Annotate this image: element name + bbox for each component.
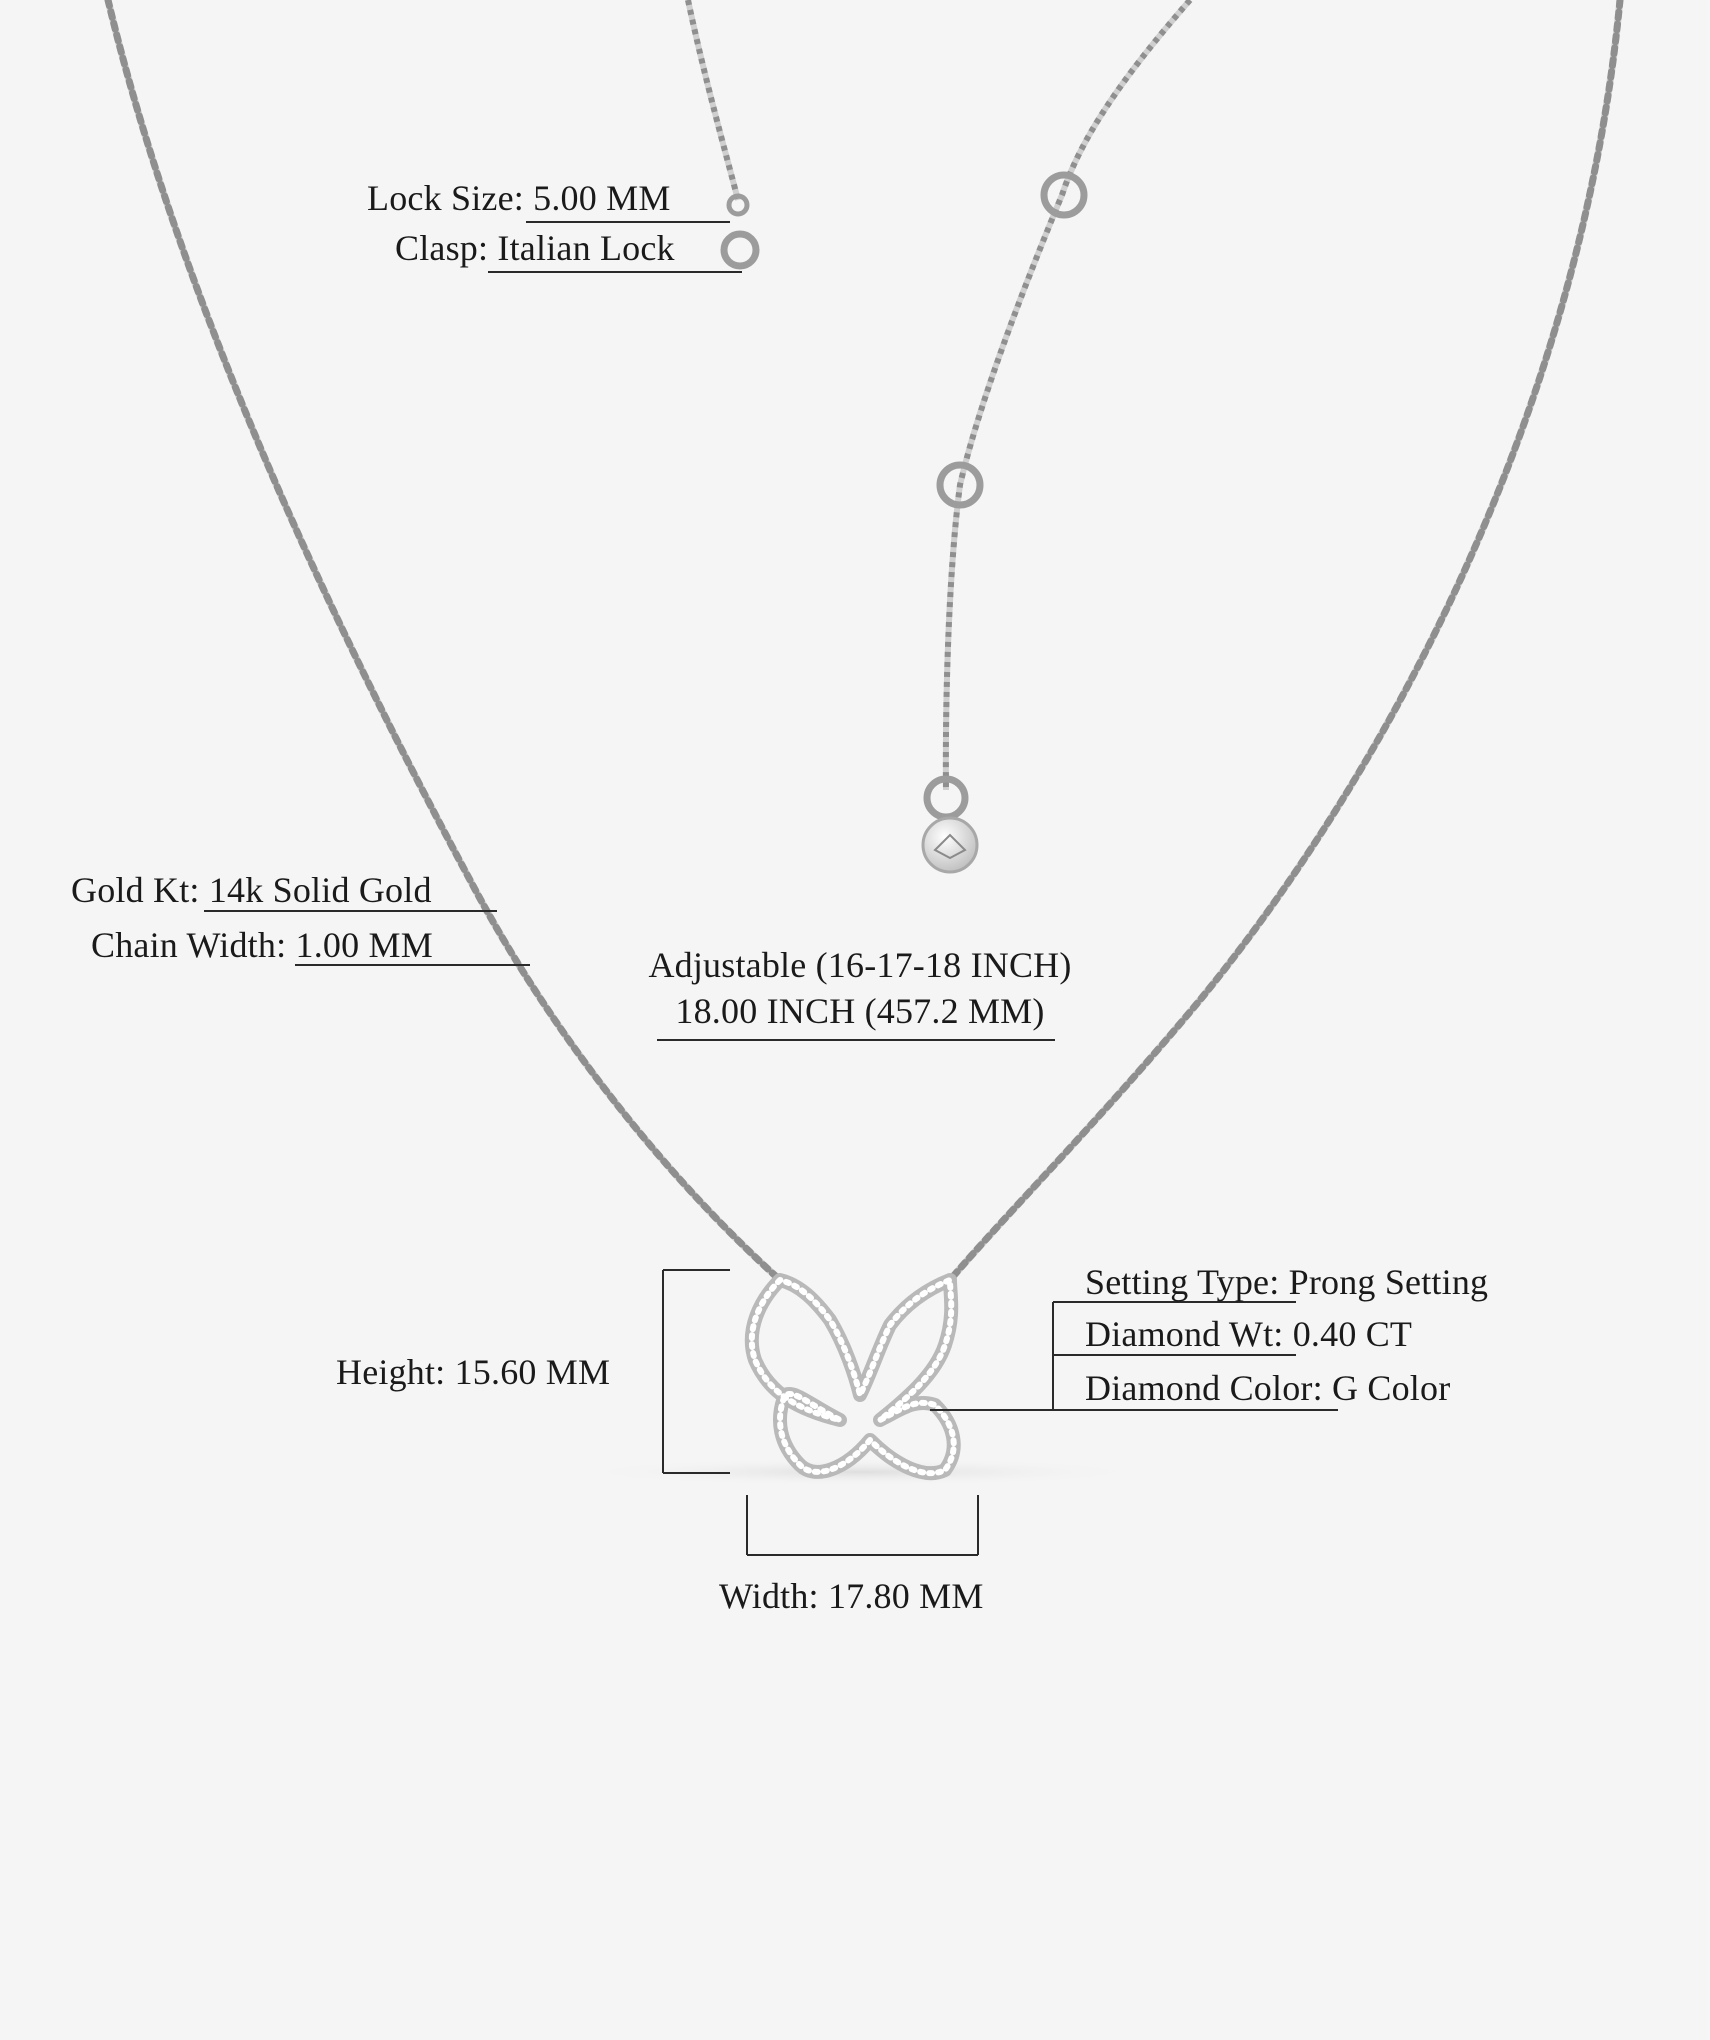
chain-width-key: Chain Width: [91,925,287,965]
extender-chain [946,0,1190,790]
setting-type-value: Prong Setting [1288,1262,1489,1302]
length-line-1 [590,945,1130,985]
clasp-chain [688,0,738,200]
chain-width-label [91,925,433,965]
setting-type-key: Setting Type: [1085,1262,1280,1302]
height-key: Height: [336,1352,446,1392]
diamond-wt-key: Diamond Wt: [1085,1314,1284,1354]
length-adjustable: Adjustable (16-17-18 INCH) [648,945,1072,985]
clasp-value: Italian Lock [497,228,675,268]
width-value: 17.80 MM [827,1576,984,1616]
diamond-color-value: G Color [1332,1368,1451,1408]
gold-kt-label [71,870,432,910]
lock-size-value: 5.00 MM [533,178,671,218]
lock-size-label [367,178,671,218]
butterfly-pendant [752,1280,954,1473]
chain-width-value: 1.00 MM [295,925,433,965]
clasp-ring [724,234,756,266]
clasp-key: Clasp: [395,228,489,268]
clasp-label [395,228,675,268]
diamond-wt-value: 0.40 CT [1292,1314,1413,1354]
gold-kt-value: 14k Solid Gold [208,870,432,910]
length-line-2 [590,991,1130,1031]
width-key: Width: [719,1576,819,1616]
right-chain [950,0,1620,1280]
setting-type-label [1085,1262,1488,1302]
diamond-wt-label [1085,1314,1412,1354]
length-total: 18.00 INCH (457.2 MM) [675,991,1045,1031]
diamond-color-label [1085,1368,1450,1408]
diamond-color-key: Diamond Color: [1085,1368,1323,1408]
height-value: 15.60 MM [454,1352,611,1392]
width-label [719,1576,984,1616]
lock-size-key: Lock Size: [367,178,524,218]
height-label [336,1352,610,1392]
tag-disc [923,818,977,872]
gold-kt-key: Gold Kt: [71,870,200,910]
